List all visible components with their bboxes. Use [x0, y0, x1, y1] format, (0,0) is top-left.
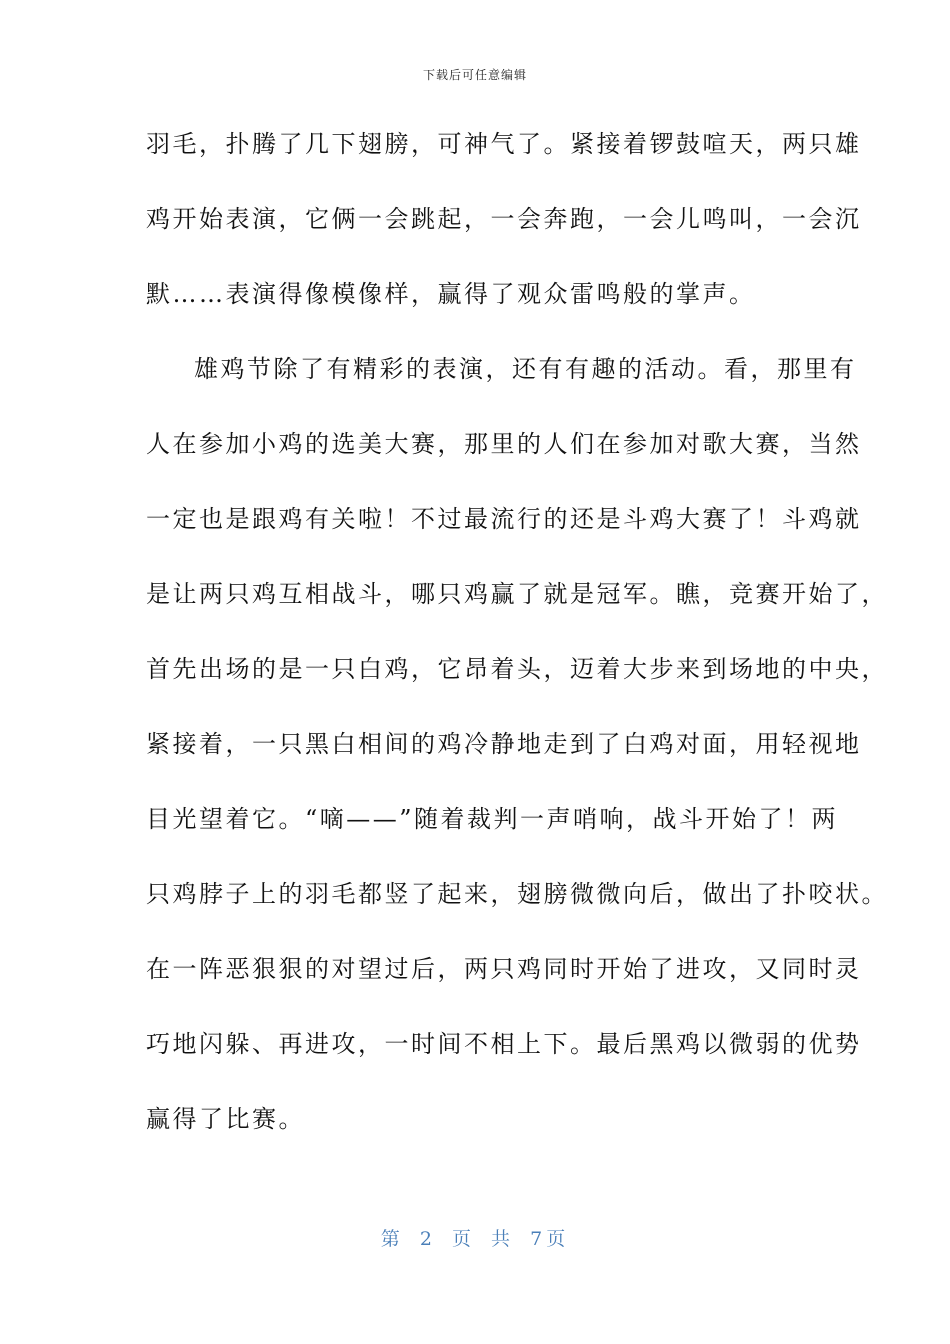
current-page-number: 2: [419, 1228, 436, 1250]
text-line: 赢得了比赛。: [146, 1105, 305, 1133]
text-line: 一定也是跟鸡有关啦！不过最流行的还是斗鸡大赛了！斗鸡就: [146, 505, 862, 533]
text-line: 巧地闪躲、再进攻，一时间不相上下。最后黑鸡以微弱的优势: [146, 1030, 862, 1058]
text-line: 默……表演得像模像样，赢得了观众雷鸣般的掌声。: [146, 280, 756, 308]
document-body: [146, 118, 888, 1168]
page-header: 下载后可任意编辑: [422, 68, 527, 82]
text-line: 只鸡脖子上的羽毛都竖了起来，翅膀微微向后，做出了扑咬状。: [146, 880, 888, 908]
page-footer: [0, 1224, 950, 1251]
text-line: 是让两只鸡互相战斗，哪只鸡赢了就是冠军。瞧，竞赛开始了，: [146, 580, 888, 608]
footer-ye: 页: [451, 1228, 475, 1250]
text-line: 紧接着，一只黑白相间的鸡冷静地走到了白鸡对面，用轻视地: [146, 730, 862, 758]
text-line: 羽毛，扑腾了几下翅膀，可神气了。紧接着锣鼓喧天，两只雄: [146, 130, 862, 158]
text-line: 首先出场的是一只白鸡，它昂着头，迈着大步来到场地的中央，: [146, 655, 888, 683]
footer-di: 第: [380, 1228, 404, 1250]
text-line: 目光望着它。“嘀——”随着裁判一声哨响，战斗开始了！两: [146, 805, 839, 833]
paragraph-start-line: 雄鸡节除了有精彩的表演，还有有趣的活动。看，那里有: [194, 355, 857, 383]
text-line: 人在参加小鸡的选美大赛，那里的人们在参加对歌大赛，当然: [146, 430, 862, 458]
text-line: 在一阵恶狠狠的对望过后，两只鸡同时开始了进攻，又同时灵: [146, 955, 862, 983]
total-pages: 7页: [530, 1228, 570, 1250]
text-line: 鸡开始表演，它俩一会跳起，一会奔跑，一会儿鸣叫，一会沉: [146, 205, 862, 233]
footer-gong: 共: [491, 1228, 515, 1250]
